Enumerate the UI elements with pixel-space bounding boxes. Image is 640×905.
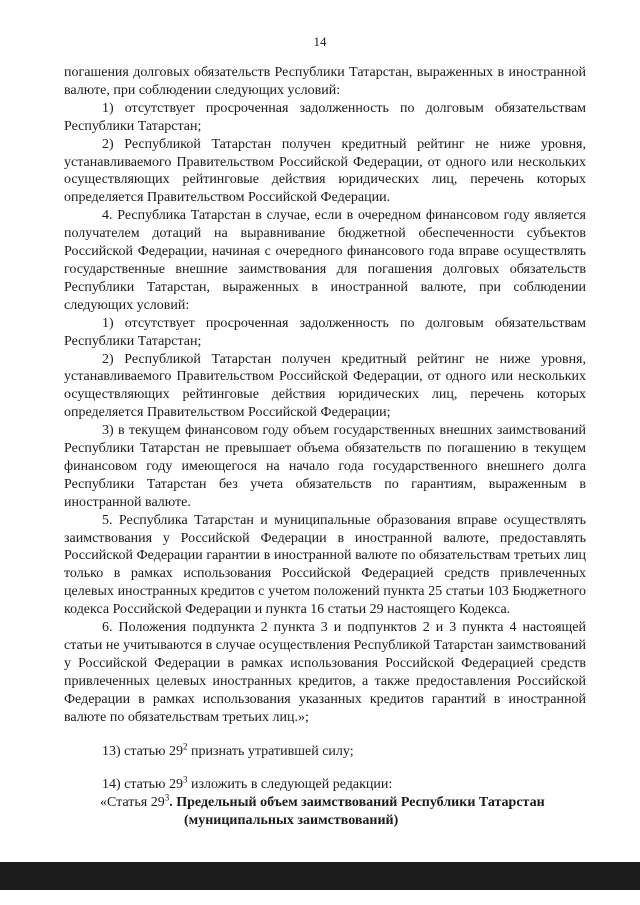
- paragraph-article-29-3: [64, 776, 586, 794]
- paragraph-article-29-2: [64, 740, 586, 761]
- article-heading: [64, 794, 586, 830]
- paragraph: 1) отсутствует просроченная задолженность по долговым обязательствам Республики Татарстан;: [64, 315, 586, 349]
- paragraph: 5. Республика Татарстан и муниципальные образования вправе осуществлять заимствования у Российской Федерации в иностранной валюте, предоставлять Российской Федерации гарантии в иностранной валюте по обязательствам третьих лиц только в рамках использования Российской Федерацией средств привлеченных целевых иностранных кредитов с учетом положений пункта 25 статьи 103 Бюджетного кодекса Российской Федерации и пункта 16 статьи 29 настоящего Кодекса.: [64, 512, 586, 618]
- paragraph: 4. Республика Татарстан в случае, если в очередном финансовом году является получателем дотаций на выравнивание бюджетной обеспеченности субъектов Российской Федерации, начиная с очередного финансового года вправе осуществлять государственные внешние заимствования для погашения долговых обязательств Республики Татарстан, выраженных в иностранной валюте, при соблюдении следующих условий:: [64, 208, 586, 313]
- paragraph: 6. Положения подпункта 2 пункта 3 и подпунктов 2 и 3 пункта 4 настоящей статьи не учитываются в случае осуществления Республикой Татарстан заимствований у Российской Федерации в рамках использования Российской Федерацией средств привлеченных целевых иностранных кредитов, а также предоставления Российской Федерации в рамках использования указанных кредитов гарантий в иностранной валюте по обязательствам третьих лиц.»;: [64, 620, 586, 725]
- paragraph: 1) отсутствует просроченная задолженность по долговым обязательствам Республики Татарстан;: [64, 100, 586, 134]
- text-run: признать утратившей силу;: [187, 743, 354, 759]
- page-number: 14: [313, 34, 327, 49]
- article-prefix: «Статья 29: [100, 795, 165, 811]
- superscript: 2: [182, 740, 188, 751]
- text-run: изложить в следующей редакции:: [187, 777, 393, 793]
- text-run: 14) статью 29: [102, 777, 183, 793]
- article-title-line2: (муниципальных заимствований): [184, 813, 399, 829]
- scan-border: [0, 862, 640, 890]
- article-dot: .: [169, 795, 173, 811]
- paragraph: погашения долговых обязательств Республики Татарстан, выраженных в иностранной валюте, при соблюдении следующих условий:: [64, 65, 586, 98]
- document-body: [64, 64, 586, 830]
- paragraph: 3) в текущем финансовом году объем государственных внешних заимствований Республики Татарстан не превышает объема обязательств по погашению в текущем финансовом году имеющегося на начало года государственного внешнего долга Республики Татарстан без учета обязательств по гарантиям, выраженным в иностранной валюте.: [64, 423, 586, 510]
- text-run: 13) статью 29: [102, 743, 183, 759]
- article-title-line1: Предельный объем заимствований Республики Татарстан: [172, 795, 545, 811]
- paragraph: 2) Республикой Татарстан получен кредитный рейтинг не ниже уровня, устанавливаемого Правительством Российской Федерации, от одного или нескольких осуществляющих рейтинговые действия юридических лиц, перечень которых определяется Правительством Российской Федерации;: [64, 351, 586, 421]
- superscript: 3: [164, 792, 170, 803]
- superscript: 3: [182, 774, 188, 785]
- paragraph: 2) Республикой Татарстан получен кредитный рейтинг не ниже уровня, устанавливаемого Правительством Российской Федерации, от одного или нескольких осуществляющих рейтинговые действия юридических лиц, перечень которых определяется Правительством Российской Федерации.: [64, 136, 586, 206]
